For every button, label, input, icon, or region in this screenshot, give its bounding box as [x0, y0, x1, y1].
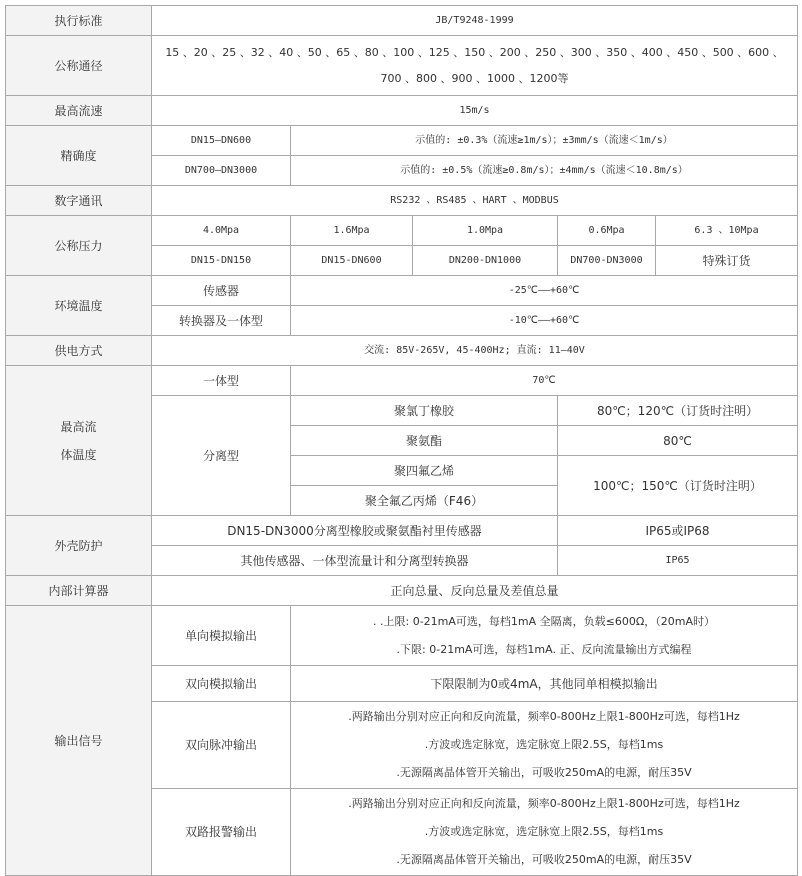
pressure-rating: 1.6Mpa: [291, 216, 413, 246]
output-line: .方波或选定脉宽，选定脉宽上限2.5S，每档1ms: [424, 738, 664, 751]
max-velocity-value: 15m/s: [152, 96, 798, 126]
fluid-temp-separate-item: 分离型: [152, 396, 291, 516]
enclosure-item: DN15-DN3000分离型橡胶或聚氨酯衬里传感器: [152, 516, 558, 546]
accuracy-range: DN15—DN600: [152, 126, 291, 156]
output-line: .两路输出分别对应正向和反向流量，频率0-800Hz上限1-800Hz可选，每档1Hz: [348, 797, 740, 810]
row-label-totalizer: 内部计算器: [6, 576, 152, 606]
output-pulse-dual-item: 双向脉冲输出: [152, 702, 291, 789]
pressure-rating: 6.3 、10Mpa: [656, 216, 798, 246]
communication-value: RS232 、RS485 、HART 、MODBUS: [152, 186, 798, 216]
ambient-item: 转换器及一体型: [152, 306, 291, 336]
nominal-diameter-value: 15 、20 、25 、32 、40 、50 、65 、80 、100 、125 、150 、200 、250 、300 、350 、400 、450 、500 、600 、700 、800 、900 、1000 、1200等: [152, 36, 798, 96]
output-analog-single-value: [291, 606, 798, 666]
pressure-range: DN200-DN1000: [413, 246, 558, 276]
fluid-temp-label-line: 体温度: [60, 447, 97, 462]
pressure-rating: 0.6Mpa: [558, 216, 656, 246]
output-line: .无源隔离晶体管开关输出，可吸收250mA的电源，耐压35V: [396, 766, 692, 779]
liner-temp: 100℃；150℃（订货时注明）: [558, 456, 798, 516]
table-row: [6, 276, 798, 306]
output-line: .方波或选定脉宽，选定脉宽上限2.5S，每档1ms: [424, 825, 664, 838]
standard-value: JB/T9248-1999: [152, 6, 798, 36]
row-label-max-velocity: 最高流速: [6, 96, 152, 126]
table-row: [6, 366, 798, 396]
table-row: [6, 606, 798, 666]
output-line: .下限: 0-21mA可选，每档1mA. 正、反向流量输出方式编程: [396, 642, 692, 656]
enclosure-value: IP65或IP68: [558, 516, 798, 546]
table-row: [6, 216, 798, 246]
liner-temp: 80℃；120℃（订货时注明）: [558, 396, 798, 426]
table-row: [6, 126, 798, 156]
output-analog-single-item: 单向模拟输出: [152, 606, 291, 666]
pressure-rating: 4.0Mpa: [152, 216, 291, 246]
table-row: [6, 336, 798, 366]
row-label-fluid-temp: [6, 366, 152, 516]
table-row: [6, 36, 798, 96]
ambient-item: 传感器: [152, 276, 291, 306]
row-label-pressure: 公称压力: [6, 216, 152, 276]
output-line: .两路输出分别对应正向和反向流量，频率0-800Hz上限1-800Hz可选，每档1Hz: [348, 710, 740, 723]
liner-material: 聚四氟乙烯: [291, 456, 558, 486]
output-alarm-dual-item: 双路报警输出: [152, 789, 291, 876]
fluid-temp-label-line: 最高流: [60, 419, 97, 434]
row-label-enclosure: 外壳防护: [6, 516, 152, 576]
ambient-value: -25℃——+60℃: [291, 276, 798, 306]
table-row: [6, 96, 798, 126]
row-label-standard: 执行标准: [6, 6, 152, 36]
output-pulse-dual-value: [291, 702, 798, 789]
enclosure-value: IP65: [558, 546, 798, 576]
output-line: . .上限: 0-21mA可选，每档1mA 全隔离，负载≤600Ω，（20mA时）: [373, 614, 715, 628]
table-row: [6, 516, 798, 546]
row-label-nominal-diameter: 公称通径: [6, 36, 152, 96]
row-label-ambient: 环境温度: [6, 276, 152, 336]
pressure-rating: 1.0Mpa: [413, 216, 558, 246]
fluid-temp-integral-value: 70℃: [291, 366, 798, 396]
accuracy-value: 示值的: ±0.5%（流速≥0.8m/s）；±4mm/s（流速＜10.8m/s）: [291, 156, 798, 186]
row-label-communication: 数字通讯: [6, 186, 152, 216]
pressure-range: DN15-DN600: [291, 246, 413, 276]
spec-table: [5, 5, 798, 876]
ambient-value: -10℃——+60℃: [291, 306, 798, 336]
pressure-range: 特殊订货: [656, 246, 798, 276]
accuracy-range: DN700—DN3000: [152, 156, 291, 186]
output-line: .无源隔离晶体管开关输出，可吸收250mA的电源，耐压35V: [396, 853, 692, 866]
pressure-range: DN700-DN3000: [558, 246, 656, 276]
totalizer-value: 正向总量、反向总量及差值总量: [152, 576, 798, 606]
output-analog-dual-value: 下限限制为0或4mA，其他同单相模拟输出: [291, 666, 798, 702]
row-label-accuracy: 精确度: [6, 126, 152, 186]
table-row: [6, 6, 798, 36]
row-label-power: 供电方式: [6, 336, 152, 366]
fluid-temp-integral-item: 一体型: [152, 366, 291, 396]
accuracy-value: 示值的: ±0.3%（流速≥1m/s）；±3mm/s（流速＜1m/s）: [291, 126, 798, 156]
liner-material: 聚氨酯: [291, 426, 558, 456]
output-alarm-dual-value: [291, 789, 798, 876]
liner-material: 聚全氟乙丙烯（F46）: [291, 486, 558, 516]
table-row: [6, 576, 798, 606]
power-value: 交流: 85V-265V, 45-400Hz; 直流: 11—40V: [152, 336, 798, 366]
liner-material: 聚氯丁橡胶: [291, 396, 558, 426]
output-analog-dual-item: 双向模拟输出: [152, 666, 291, 702]
pressure-range: DN15-DN150: [152, 246, 291, 276]
liner-temp: 80℃: [558, 426, 798, 456]
row-label-output: 输出信号: [6, 606, 152, 876]
table-row: [6, 186, 798, 216]
enclosure-item: 其他传感器、一体型流量计和分离型转换器: [152, 546, 558, 576]
